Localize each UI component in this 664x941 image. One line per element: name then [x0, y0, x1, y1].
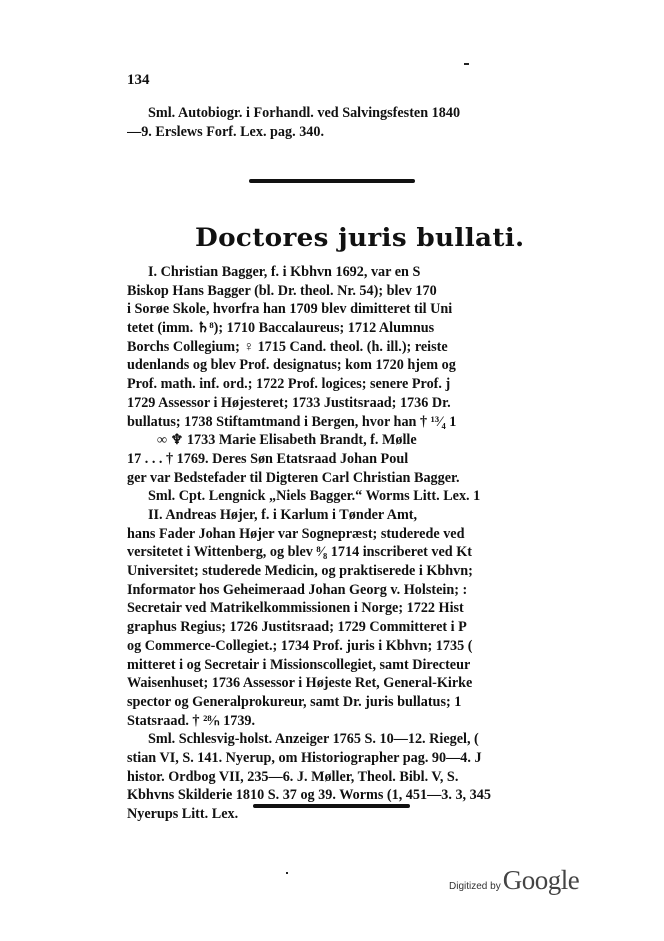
speck-mark: [286, 872, 288, 874]
entry-2-line: mitteret i og Secretair i Missionscollegiet, samt Directeur: [127, 656, 471, 673]
entry-2-line: II. Andreas Højer, f. i Karlum i Tønder Amt,: [148, 507, 418, 523]
entry-2-line: Waisenhuset; 1736 Assessor i Højeste Ret, General-Kirke: [127, 675, 473, 692]
entry-2-line: graphus Regius; 1726 Justitsraad; 1729 Committeret i P: [127, 619, 467, 636]
entry-2-reference-line: Kbhvns Skilderie 1810 S. 37 og 39. Worms (1, 451—3. 3, 345: [127, 787, 491, 804]
entry-1: [127, 263, 547, 506]
entry-1-line: ger var Bedstefader til Digteren Carl Christian Bagger.: [127, 469, 460, 486]
page-number: 134: [127, 72, 150, 88]
entry-2-line: hans Fader Johan Højer var Sognepræst; studerede ved: [127, 525, 465, 542]
section-divider-bottom: [253, 804, 410, 808]
entry-2-reference-line: Nyerups Litt. Lex.: [127, 806, 239, 822]
entry-2-line: versitetet i Wittenberg, og blev ⁸⁄₈ 1714 inscriberet ved Kt: [127, 544, 473, 561]
entry-1-line: I. Christian Bagger, f. i Kbhvn 1692, var en S: [148, 264, 421, 280]
entry-1-line: Borchs Collegium; ♀ 1715 Cand. theol. (h. ill.); reiste: [127, 338, 448, 355]
entry-2-line: Statsraad. † ²⁸⁄ₙ 1739.: [127, 712, 256, 729]
entry-1-line: tetet (imm. ♄⁸); 1710 Baccalaureus; 1712 Alumnus: [127, 320, 435, 337]
intro-note: [127, 104, 547, 141]
entry-1-line: i Sorøe Skole, hvorfra han 1709 blev dimitteret til Uni: [127, 301, 453, 318]
entry-1-line: bullatus; 1738 Stiftamtmand i Bergen, hvor han † ¹³⁄₄ 1: [127, 413, 457, 430]
entry-2-line: spector og Generalprokureur, samt Dr. juris bullatus; 1: [127, 693, 462, 710]
entry-1-line: Biskop Hans Bagger (bl. Dr. theol. Nr. 54); blev 170: [127, 282, 437, 299]
entry-2-line: Secretair ved Matrikelkommissionen i Norge; 1722 Hist: [127, 600, 464, 617]
section-title: Doctores juris bullati.: [195, 223, 525, 252]
entry-1-line: ∞ ♆ 1733 Marie Elisabeth Brandt, f. Mølle: [157, 432, 417, 449]
entry-2-line: og Commerce-Collegiet.; 1734 Prof. juris i Kbhvn; 1735 (: [127, 637, 473, 654]
entry-2-line: Informator hos Geheimeraad Johan Georg v. Holstein; :: [127, 581, 468, 598]
intro-note-line: Sml. Autobiogr. i Forhandl. ved Salvingsfesten 1840: [148, 105, 461, 121]
intro-note-line: —9. Erslews Forf. Lex. pag. 340.: [127, 123, 325, 140]
entry-1-line: 1729 Assessor i Højesteret; 1733 Justitsraad; 1736 Dr.: [127, 394, 451, 411]
entry-1-reference-line: Sml. Cpt. Lengnick „Niels Bagger.“ Worms Litt. Lex. 1: [148, 488, 481, 505]
entry-1-line: Prof. math. inf. ord.; 1722 Prof. logices; senere Prof. j: [127, 376, 451, 393]
entry-2-reference-line: Sml. Schlesvig-holst. Anzeiger 1765 S. 10—12. Riegel, (: [148, 731, 479, 748]
watermark-prefix: Digitized by: [449, 881, 501, 892]
digitized-by-google-watermark: [449, 865, 579, 896]
entry-1-line: udenlands og blev Prof. designatus; kom 1720 hjem og: [127, 357, 456, 374]
entry-2-reference-line: stian VI, S. 141. Nyerup, om Historiographer pag. 90—4. J: [127, 749, 482, 766]
entry-2: [127, 506, 547, 824]
entry-2-line: Universitet; studerede Medicin, og praktiserede i Kbhvn;: [127, 563, 473, 580]
section-divider-top: [249, 179, 415, 183]
google-logo-text: Google: [502, 865, 580, 895]
entry-1-line: 17 . . . † 1769. Deres Søn Etatsraad Johan Poul: [127, 450, 409, 467]
speck-mark: [464, 63, 469, 65]
entry-2-reference-line: histor. Ordbog VII, 235—6. J. Møller, Theol. Bibl. V, S.: [127, 768, 459, 785]
